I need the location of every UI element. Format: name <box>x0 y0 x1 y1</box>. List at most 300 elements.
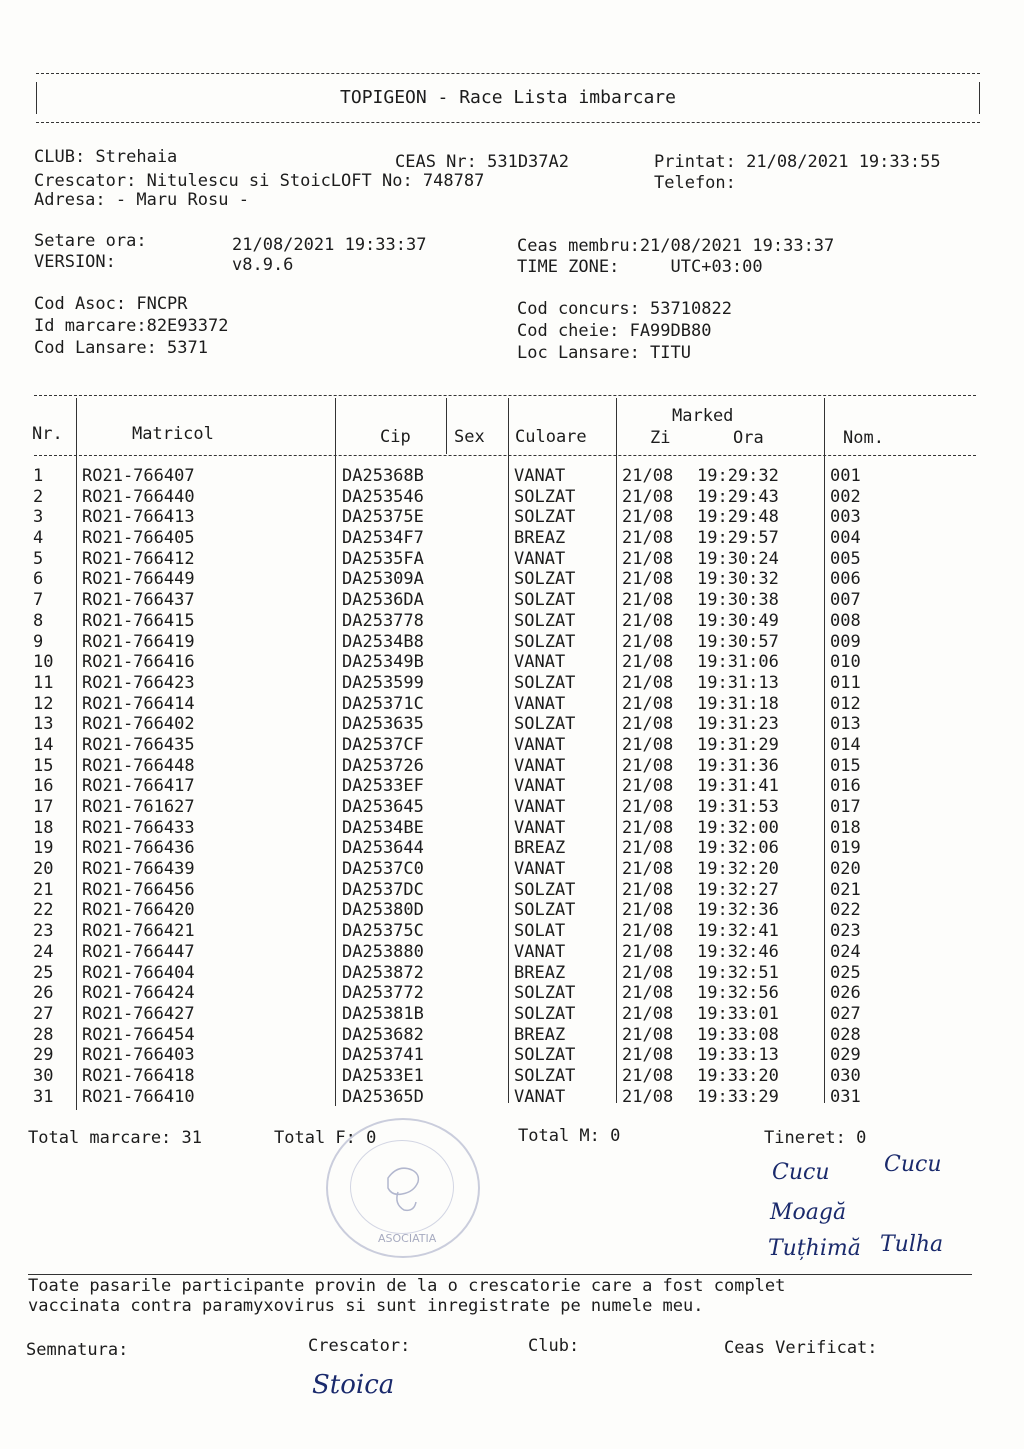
cell-nom: 003 <box>830 507 861 528</box>
cell-nom: 010 <box>830 652 861 673</box>
cell-nr: 3 <box>33 507 44 528</box>
cell-culoare: VANAT <box>514 466 566 486</box>
cell-zi: 21/08 <box>622 548 674 569</box>
cell-culoare: BREAZ <box>514 838 566 859</box>
telefon: Telefon: <box>654 173 736 193</box>
ceas-nr: CEAS Nr: 531D37A2 <box>395 152 569 172</box>
cell-matricol: RO21-766448 <box>82 755 195 776</box>
cell-cip: DA2534B8 <box>342 631 424 652</box>
table-row <box>0 507 1024 528</box>
cell-cip: DA25309A <box>342 569 424 590</box>
cod-concurs: Cod concurs: 53710822 <box>517 299 732 319</box>
cell-zi: 21/08 <box>622 507 674 528</box>
cell-cip: DA2537CF <box>342 734 424 755</box>
table-row <box>0 942 1024 963</box>
cell-nr: 16 <box>33 776 54 797</box>
cell-ora: 19:32:00 <box>697 817 779 838</box>
cell-zi: 21/08 <box>622 962 674 983</box>
cell-nr: 17 <box>33 797 54 817</box>
table-row <box>0 776 1024 797</box>
cell-cip: DA2535FA <box>342 548 424 569</box>
cell-matricol: RO21-766454 <box>82 1024 195 1045</box>
cell-cip: DA25375E <box>342 507 424 528</box>
cell-culoare: SOLZAT <box>514 1065 576 1086</box>
cell-matricol: RO21-766440 <box>82 486 195 507</box>
cell-matricol: RO21-766403 <box>82 1045 195 1066</box>
cell-zi: 21/08 <box>622 921 674 942</box>
header-box <box>36 73 980 123</box>
cell-matricol: RO21-766439 <box>82 859 195 880</box>
cell-culoare: SOLZAT <box>514 672 576 693</box>
cell-culoare: BREAZ <box>514 528 566 549</box>
table-row <box>0 549 1024 570</box>
cell-nom: 012 <box>830 693 861 714</box>
cell-zi: 21/08 <box>622 1003 674 1024</box>
cell-matricol: RO21-766404 <box>82 962 195 983</box>
cell-cip: DA25349B <box>342 652 424 673</box>
cod-lansare: Cod Lansare: 5371 <box>34 338 208 358</box>
cell-cip: DA25371C <box>342 693 424 714</box>
total-f: Total F: 0 <box>274 1128 377 1148</box>
cell-nom: 015 <box>830 755 861 776</box>
table-row <box>0 838 1024 859</box>
cell-nr: 18 <box>33 817 54 838</box>
cell-nom: 031 <box>830 1086 861 1107</box>
cell-matricol: RO21-766402 <box>82 714 195 735</box>
cell-nr: 7 <box>33 590 44 611</box>
cell-culoare: VANAT <box>514 941 566 962</box>
cell-matricol: RO21-766433 <box>82 817 195 838</box>
cell-matricol: RO21-766418 <box>82 1065 195 1086</box>
cell-nr: 30 <box>33 1065 54 1086</box>
table-row <box>0 590 1024 611</box>
cell-zi: 21/08 <box>622 486 674 507</box>
cell-ora: 19:30:32 <box>697 569 779 590</box>
setare-ora-value: 21/08/2021 19:33:37 <box>232 235 427 255</box>
cell-nom: 007 <box>830 590 861 611</box>
cell-matricol: RO21-766412 <box>82 548 195 569</box>
cell-zi: 21/08 <box>622 817 674 838</box>
table-body <box>0 466 1024 1107</box>
header-zi: Zi <box>650 428 671 448</box>
cell-ora: 19:32:36 <box>697 900 779 921</box>
cell-nom: 025 <box>830 962 861 983</box>
version-value: v8.9.6 <box>232 255 294 275</box>
cell-cip: DA2537C0 <box>342 859 424 880</box>
setare-ora-label: Setare ora: <box>34 231 147 251</box>
cell-zi: 21/08 <box>622 983 674 1004</box>
cell-nom: 014 <box>830 734 861 755</box>
crescator-label: Crescator: <box>308 1336 411 1356</box>
cell-matricol: RO21-766435 <box>82 734 195 755</box>
cell-cip: DA2533EF <box>342 776 424 797</box>
cell-ora: 19:31:06 <box>697 652 779 673</box>
cell-zi: 21/08 <box>622 652 674 673</box>
cell-zi: 21/08 <box>622 879 674 900</box>
cell-culoare: SOLZAT <box>514 569 576 590</box>
cell-culoare: SOLZAT <box>514 486 576 507</box>
cell-nr: 13 <box>33 714 54 735</box>
cell-nom: 017 <box>830 797 861 817</box>
cell-cip: DA253645 <box>342 797 424 817</box>
cell-matricol: RO21-766407 <box>82 466 195 486</box>
cell-nr: 6 <box>33 569 44 590</box>
cell-zi: 21/08 <box>622 755 674 776</box>
cell-zi: 21/08 <box>622 1024 674 1045</box>
header-nr: Nr. <box>32 424 63 444</box>
header-cip: Cip <box>380 427 411 447</box>
cell-zi: 21/08 <box>622 714 674 735</box>
cell-matricol: RO21-766420 <box>82 900 195 921</box>
tineret: Tineret: 0 <box>764 1128 867 1148</box>
cell-nom: 004 <box>830 528 861 549</box>
cell-cip: DA25375C <box>342 921 424 942</box>
table-row <box>0 569 1024 590</box>
cell-zi: 21/08 <box>622 776 674 797</box>
cell-cip: DA253644 <box>342 838 424 859</box>
cell-matricol: RO21-766405 <box>82 528 195 549</box>
cell-nr: 25 <box>33 962 54 983</box>
cell-cip: DA253772 <box>342 983 424 1004</box>
table-row <box>0 797 1024 818</box>
cell-nr: 8 <box>33 610 44 631</box>
cell-cip: DA253599 <box>342 672 424 693</box>
cell-culoare: VANAT <box>514 755 566 776</box>
cell-ora: 19:29:43 <box>697 486 779 507</box>
cell-cip: DA253635 <box>342 714 424 735</box>
cell-culoare: VANAT <box>514 1086 566 1107</box>
cell-cip: DA253726 <box>342 755 424 776</box>
cell-culoare: VANAT <box>514 652 566 673</box>
cell-matricol: RO21-766436 <box>82 838 195 859</box>
table-row <box>0 1004 1024 1025</box>
table-row <box>0 963 1024 984</box>
cell-matricol: RO21-766414 <box>82 693 195 714</box>
cell-matricol: RO21-766424 <box>82 983 195 1004</box>
ceas-verificat-label: Ceas Verificat: <box>724 1338 878 1358</box>
cell-matricol: RO21-766421 <box>82 921 195 942</box>
cell-ora: 19:31:29 <box>697 734 779 755</box>
table-top-rule <box>34 395 976 396</box>
association-stamp <box>326 1118 480 1258</box>
adresa: Adresa: - Maru Rosu - <box>34 190 249 210</box>
cell-nr: 1 <box>33 466 44 486</box>
header-sex: Sex <box>454 427 485 447</box>
cell-ora: 19:32:46 <box>697 941 779 962</box>
cell-ora: 19:32:41 <box>697 921 779 942</box>
cell-ora: 19:29:57 <box>697 528 779 549</box>
cell-zi: 21/08 <box>622 466 674 486</box>
cell-nom: 030 <box>830 1065 861 1086</box>
table-row <box>0 632 1024 653</box>
cell-nom: 009 <box>830 631 861 652</box>
cell-ora: 19:33:29 <box>697 1086 779 1107</box>
cell-culoare: VANAT <box>514 817 566 838</box>
cell-ora: 19:32:51 <box>697 962 779 983</box>
cell-culoare: VANAT <box>514 776 566 797</box>
cell-culoare: BREAZ <box>514 962 566 983</box>
table-row <box>0 528 1024 549</box>
cell-cip: DA2533E1 <box>342 1065 424 1086</box>
cell-zi: 21/08 <box>622 1065 674 1086</box>
table-row <box>0 756 1024 777</box>
cell-culoare: SOLAT <box>514 921 566 942</box>
total-m: Total M: 0 <box>518 1126 621 1146</box>
table-row <box>0 694 1024 715</box>
cell-cip: DA253872 <box>342 962 424 983</box>
cell-nr: 27 <box>33 1003 54 1024</box>
cell-ora: 19:29:32 <box>697 466 779 486</box>
cell-nr: 9 <box>33 631 44 652</box>
cell-ora: 19:31:41 <box>697 776 779 797</box>
cell-ora: 19:31:53 <box>697 797 779 817</box>
cell-matricol: RO21-766449 <box>82 569 195 590</box>
cell-ora: 19:33:20 <box>697 1065 779 1086</box>
time-zone: TIME ZONE: UTC+03:00 <box>517 257 763 277</box>
cell-cip: DA253682 <box>342 1024 424 1045</box>
table-row <box>0 859 1024 880</box>
ceas-membru: Ceas membru:21/08/2021 19:33:37 <box>517 236 835 256</box>
cell-nom: 029 <box>830 1045 861 1066</box>
cell-cip: DA2536DA <box>342 590 424 611</box>
cell-nr: 15 <box>33 755 54 776</box>
cell-matricol: RO21-766417 <box>82 776 195 797</box>
cell-ora: 19:32:20 <box>697 859 779 880</box>
cell-matricol: RO21-766427 <box>82 1003 195 1024</box>
cell-ora: 19:30:38 <box>697 590 779 611</box>
cell-ora: 19:33:08 <box>697 1024 779 1045</box>
printat: Printat: 21/08/2021 19:33:55 <box>654 152 941 172</box>
cell-culoare: VANAT <box>514 548 566 569</box>
cell-nom: 005 <box>830 548 861 569</box>
cell-nr: 26 <box>33 983 54 1004</box>
cell-ora: 19:32:27 <box>697 879 779 900</box>
cell-cip: DA25381B <box>342 1003 424 1024</box>
cell-culoare: VANAT <box>514 859 566 880</box>
table-row <box>0 466 1024 487</box>
cell-culoare: SOLZAT <box>514 900 576 921</box>
cell-ora: 19:31:23 <box>697 714 779 735</box>
cell-matricol: RO21-766416 <box>82 652 195 673</box>
crescator-signature: Stoica <box>312 1370 395 1400</box>
semnatura-label: Semnatura: <box>26 1340 129 1360</box>
handwritten-signature-3: Tuțhimă <box>768 1236 861 1261</box>
cod-asoc: Cod Asoc: FNCPR <box>34 294 188 314</box>
cell-nom: 011 <box>830 672 861 693</box>
cell-culoare: VANAT <box>514 693 566 714</box>
cell-culoare: SOLZAT <box>514 590 576 611</box>
header-culoare: Culoare <box>515 427 587 447</box>
cell-zi: 21/08 <box>622 693 674 714</box>
report-title: TOPIGEON - Race Lista imbarcare <box>340 87 676 108</box>
cell-matricol: RO21-761627 <box>82 797 195 817</box>
cell-culoare: SOLZAT <box>514 714 576 735</box>
total-marcare: Total marcare: 31 <box>28 1128 202 1148</box>
cell-nom: 008 <box>830 610 861 631</box>
id-marcare: Id marcare:82E93372 <box>34 316 229 336</box>
cell-culoare: BREAZ <box>514 1024 566 1045</box>
cell-nr: 11 <box>33 672 54 693</box>
cell-cip: DA2534F7 <box>342 528 424 549</box>
cell-zi: 21/08 <box>622 672 674 693</box>
cell-nr: 20 <box>33 859 54 880</box>
col-divider-cip <box>446 398 447 454</box>
cell-nr: 19 <box>33 838 54 859</box>
table-row <box>0 652 1024 673</box>
table-row <box>0 818 1024 839</box>
table-row <box>0 1066 1024 1087</box>
cell-cip: DA253880 <box>342 941 424 962</box>
table-row <box>0 1045 1024 1066</box>
cell-zi: 21/08 <box>622 797 674 817</box>
cell-ora: 19:31:18 <box>697 693 779 714</box>
cell-matricol: RO21-766413 <box>82 507 195 528</box>
cell-ora: 19:29:48 <box>697 507 779 528</box>
table-row <box>0 611 1024 632</box>
cell-cip: DA2534BE <box>342 817 424 838</box>
cell-zi: 21/08 <box>622 900 674 921</box>
crescator-line: Crescator: Nitulescu si StoicLOFT No: 748787 <box>34 171 485 191</box>
cell-culoare: VANAT <box>514 734 566 755</box>
header-ora: Ora <box>733 428 764 448</box>
cell-matricol: RO21-766423 <box>82 672 195 693</box>
cell-nr: 24 <box>33 941 54 962</box>
cell-ora: 19:33:01 <box>697 1003 779 1024</box>
table-row <box>0 487 1024 508</box>
cell-ora: 19:32:56 <box>697 983 779 1004</box>
cell-nr: 29 <box>33 1045 54 1066</box>
cell-nom: 022 <box>830 900 861 921</box>
table-row <box>0 1087 1024 1108</box>
cell-zi: 21/08 <box>622 941 674 962</box>
handwritten-signature-1b: Cucu <box>884 1152 942 1177</box>
handwritten-signature-3b: Tulha <box>880 1232 944 1257</box>
cell-matricol: RO21-766419 <box>82 631 195 652</box>
cell-nom: 002 <box>830 486 861 507</box>
cell-culoare: VANAT <box>514 797 566 817</box>
cell-nom: 006 <box>830 569 861 590</box>
cell-nom: 027 <box>830 1003 861 1024</box>
statement-line-1: Toate pasarile participante provin de la o crescatorie care a fost complet <box>28 1276 786 1296</box>
table-row <box>0 735 1024 756</box>
cell-nom: 026 <box>830 983 861 1004</box>
cell-nr: 22 <box>33 900 54 921</box>
cell-cip: DA25368B <box>342 466 424 486</box>
cell-nr: 14 <box>33 734 54 755</box>
loc-lansare: Loc Lansare: TITU <box>517 343 691 363</box>
cell-zi: 21/08 <box>622 528 674 549</box>
cell-ora: 19:30:49 <box>697 610 779 631</box>
cell-ora: 19:32:06 <box>697 838 779 859</box>
cell-zi: 21/08 <box>622 631 674 652</box>
cell-culoare: SOLZAT <box>514 1003 576 1024</box>
cell-ora: 19:31:36 <box>697 755 779 776</box>
cell-culoare: SOLZAT <box>514 1045 576 1066</box>
cell-matricol: RO21-766437 <box>82 590 195 611</box>
cell-culoare: SOLZAT <box>514 507 576 528</box>
cell-culoare: SOLZAT <box>514 610 576 631</box>
cell-ora: 19:30:57 <box>697 631 779 652</box>
version-label: VERSION: <box>34 252 116 272</box>
club-line: CLUB: Strehaia <box>34 147 178 167</box>
handwritten-signature-2: Moagă <box>770 1200 847 1225</box>
cell-cip: DA25380D <box>342 900 424 921</box>
cell-cip: DA253741 <box>342 1045 424 1066</box>
statement-line-2: vaccinata contra paramyxovirus si sunt inregistrate pe numele meu. <box>28 1296 704 1316</box>
cell-culoare: SOLZAT <box>514 983 576 1004</box>
cell-zi: 21/08 <box>622 734 674 755</box>
cod-cheie: Cod cheie: FA99DB80 <box>517 321 712 341</box>
table-row <box>0 1025 1024 1046</box>
table-header-rule <box>34 455 976 456</box>
cell-zi: 21/08 <box>622 859 674 880</box>
cell-nr: 2 <box>33 486 44 507</box>
handwritten-signature-1: Cucu <box>772 1160 830 1185</box>
table-row <box>0 673 1024 694</box>
cell-nr: 5 <box>33 548 44 569</box>
cell-matricol: RO21-766447 <box>82 941 195 962</box>
cell-culoare: SOLZAT <box>514 631 576 652</box>
club-label: Club: <box>528 1336 580 1356</box>
cell-matricol: RO21-766415 <box>82 610 195 631</box>
cell-zi: 21/08 <box>622 569 674 590</box>
cell-nr: 28 <box>33 1024 54 1045</box>
cell-nom: 020 <box>830 859 861 880</box>
cell-nr: 21 <box>33 879 54 900</box>
cell-nom: 021 <box>830 879 861 900</box>
vaccination-statement <box>28 1276 785 1316</box>
table-row <box>0 900 1024 921</box>
cell-nr: 12 <box>33 693 54 714</box>
cell-nom: 028 <box>830 1024 861 1045</box>
cell-nom: 019 <box>830 838 861 859</box>
cell-nom: 024 <box>830 941 861 962</box>
cell-nom: 016 <box>830 776 861 797</box>
header-nom: Nom. <box>843 428 884 448</box>
cell-nom: 018 <box>830 817 861 838</box>
cell-zi: 21/08 <box>622 590 674 611</box>
cell-ora: 19:33:13 <box>697 1045 779 1066</box>
cell-nr: 23 <box>33 921 54 942</box>
cell-culoare: SOLZAT <box>514 879 576 900</box>
cell-zi: 21/08 <box>622 610 674 631</box>
cell-matricol: RO21-766456 <box>82 879 195 900</box>
cell-nr: 31 <box>33 1086 54 1107</box>
cell-nom: 013 <box>830 714 861 735</box>
table-row <box>0 921 1024 942</box>
cell-cip: DA253778 <box>342 610 424 631</box>
cell-nr: 4 <box>33 528 44 549</box>
header-matricol: Matricol <box>132 424 214 444</box>
cell-cip: DA253546 <box>342 486 424 507</box>
stamp-text: ASOCIATIA <box>378 1232 437 1245</box>
cell-cip: DA25365D <box>342 1086 424 1107</box>
cell-ora: 19:31:13 <box>697 672 779 693</box>
cell-nom: 001 <box>830 466 861 486</box>
table-row <box>0 880 1024 901</box>
cell-nom: 023 <box>830 921 861 942</box>
cell-zi: 21/08 <box>622 1086 674 1107</box>
table-row <box>0 983 1024 1004</box>
cell-ora: 19:30:24 <box>697 548 779 569</box>
table-row <box>0 714 1024 735</box>
footer-rule <box>28 1274 972 1275</box>
cell-matricol: RO21-766410 <box>82 1086 195 1107</box>
cell-zi: 21/08 <box>622 838 674 859</box>
cell-nr: 10 <box>33 652 54 673</box>
header-marked: Marked <box>672 406 734 426</box>
cell-zi: 21/08 <box>622 1045 674 1066</box>
